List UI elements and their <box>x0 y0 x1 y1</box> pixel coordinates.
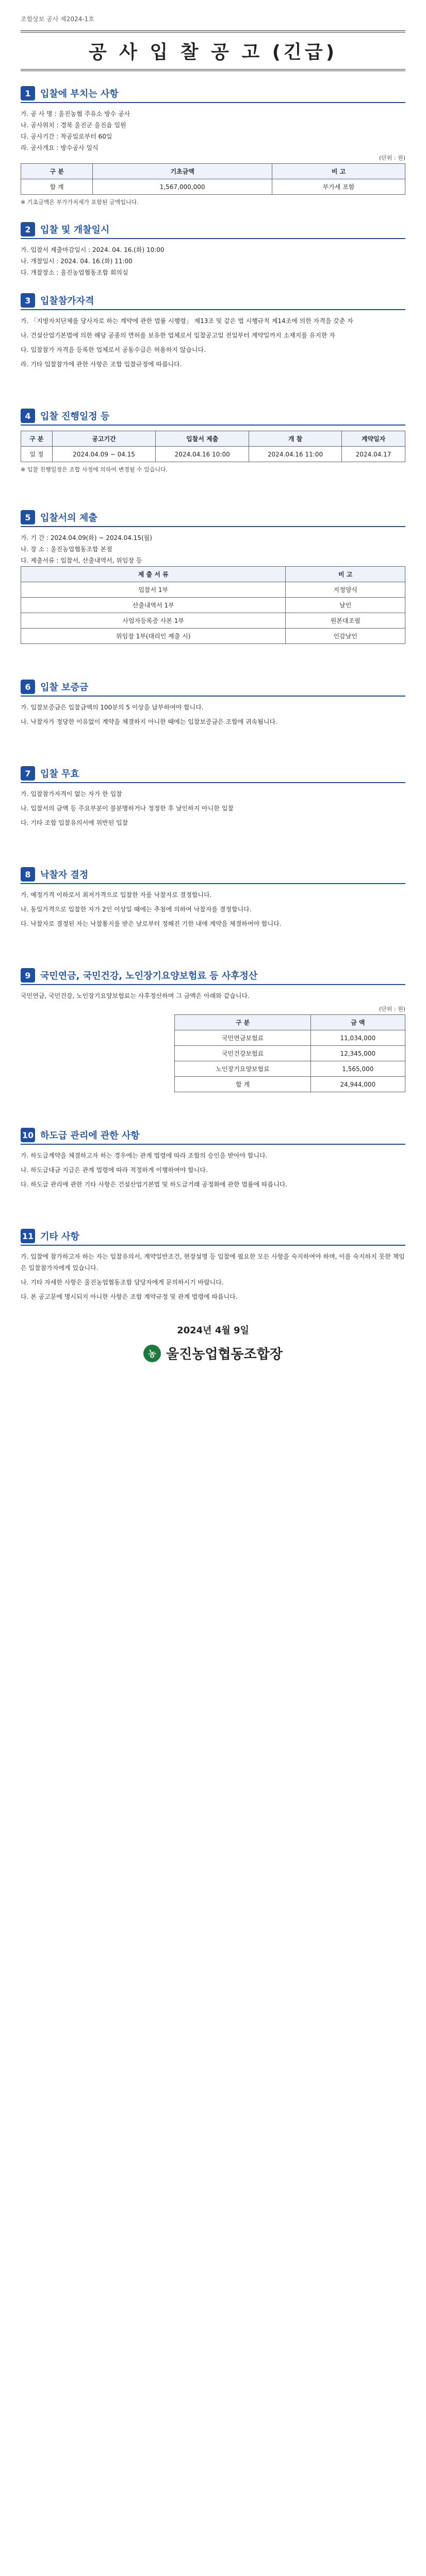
section-title: 입찰 보증금 <box>40 682 89 693</box>
table-row <box>21 179 405 195</box>
table-row <box>21 582 405 598</box>
table-cell: 사업자등록증 사본 1부 <box>21 613 286 629</box>
budget-table <box>21 163 405 195</box>
table-cell: 원본대조필 <box>286 613 405 629</box>
section-4 <box>21 407 405 495</box>
table-header: 구 분 <box>21 431 53 447</box>
paragraph: 다. 기타 조합 입찰유의서에 위반된 입찰 <box>21 819 128 826</box>
table-unit: (단위 : 원) <box>379 1006 405 1012</box>
paragraph: 가. 예정가격 이하로서 최저가격으로 입찰한 자를 낙찰자로 결정합니다. <box>21 891 212 899</box>
table-header: 구 분 <box>21 164 93 179</box>
schedule-table <box>21 431 405 462</box>
paragraph: 다. 하도급 관리에 관한 기타 사항은 건설산업기본법 및 하도급거래 공정화에 관한 법률에 따릅니다. <box>21 1181 288 1188</box>
section-10 <box>21 1126 405 1214</box>
section-5 <box>21 509 405 665</box>
section-header <box>21 1126 405 1145</box>
section-8 <box>21 866 405 953</box>
insurance-table <box>174 1014 405 1092</box>
table-cell: 1,567,000,000 <box>93 179 272 195</box>
table-header: 제 출 서 류 <box>21 567 286 582</box>
section-header <box>21 967 405 985</box>
table-row <box>21 629 405 644</box>
section-title: 기타 사항 <box>40 1231 79 1242</box>
section-number: 11 <box>21 1229 35 1243</box>
section-title: 입찰서의 제출 <box>40 513 97 523</box>
table-cell: 지정양식 <box>286 582 405 598</box>
section-2 <box>21 221 405 278</box>
section-header <box>21 866 405 884</box>
paragraph: 나. 동일가격으로 입찰한 자가 2인 이상일 때에는 추첨에 의하여 낙찰자를 결정합니다. <box>21 906 252 913</box>
table-cell: 입찰서 1부 <box>21 582 286 598</box>
section-title: 입찰 및 개찰일시 <box>40 225 110 235</box>
section-title: 입찰 무효 <box>40 769 79 779</box>
table-cell: 국민건강보험료 <box>175 1046 310 1061</box>
table-cell: 2024.04.16 11:00 <box>249 447 341 462</box>
section-header <box>21 1227 405 1246</box>
info-line: 가. 공 사 명 : 울진농협 주유소 방수 공사 <box>21 110 130 117</box>
paragraph: 라. 기타 입찰참가에 관한 사항은 조합 입찰규정에 따릅니다. <box>21 361 182 368</box>
section-number: 3 <box>21 293 35 308</box>
section-header <box>21 292 405 310</box>
info-line: 나. 공사위치 : 경북 울진군 울진읍 일원 <box>21 122 126 129</box>
section-header <box>21 84 405 103</box>
section-11 <box>21 1227 405 1302</box>
section-number: 9 <box>21 968 35 982</box>
table-header: 비 고 <box>272 164 405 179</box>
paragraph: 가. 입찰참가자격이 없는 자가 한 입찰 <box>21 790 122 798</box>
table-cell: 2024.04.17 <box>342 447 405 462</box>
section-header <box>21 407 405 426</box>
table-cell: 노인장기요양보험료 <box>175 1061 310 1077</box>
info-line: 가. 입찰서 제출마감일시 : 2024. 04. 16.(화) 10:00 <box>21 246 165 253</box>
section-number: 8 <box>21 867 35 882</box>
paragraph: 나. 입찰서의 금액 등 주요부분이 불분명하거나 정정한 후 날인하지 아니한 입찰 <box>21 805 234 812</box>
table-header: 계약일자 <box>342 431 405 447</box>
table-row <box>175 1046 405 1061</box>
table-cell: 부가세 포함 <box>272 179 405 195</box>
table-header: 비 고 <box>286 567 405 582</box>
top-note: 조합상보 공사 제2024-1호 <box>21 15 94 23</box>
documents-table <box>21 566 405 644</box>
paragraph: 나. 기타 자세한 사항은 울진농업협동조합 담당자에게 문의하시기 바랍니다. <box>21 1279 224 1286</box>
info-line: 나. 개찰일시 : 2024. 04. 16.(화) 11:00 <box>21 258 133 265</box>
info-line: 나. 장 소 : 울진농업협동조합 본점 <box>21 546 112 553</box>
section-note: ※ 입찰 진행일정은 조합 사정에 의하여 변경될 수 있습니다. <box>21 466 168 473</box>
section-title: 입찰 진행일정 등 <box>40 411 110 422</box>
section-1 <box>21 84 405 207</box>
table-row <box>21 613 405 629</box>
table-cell: 산출내역서 1부 <box>21 598 286 613</box>
issuer <box>21 1344 405 1363</box>
paragraph: 다. 낙찰자로 결정된 자는 낙찰통지를 받은 날로부터 정해진 기한 내에 계약을 체결하여야 합니다. <box>21 920 282 927</box>
paragraph: 다. 본 공고문에 명시되지 아니한 사항은 조합 계약규정 및 관계 법령에 따릅니다. <box>21 1293 238 1300</box>
table-header: 금 액 <box>310 1015 405 1030</box>
section-9 <box>21 967 405 1113</box>
section-number: 10 <box>21 1128 35 1142</box>
table-cell: 날인 <box>286 598 405 613</box>
issuer-name: 울진농업협동조합장 <box>166 1347 283 1362</box>
table-row <box>21 447 405 462</box>
page-title: 공 사 입 찰 공 고 (긴급) <box>21 30 405 71</box>
section-number: 1 <box>21 86 35 100</box>
section-header <box>21 765 405 783</box>
section-title: 입찰에 부치는 사항 <box>40 89 119 99</box>
table-cell: 국민연금보험료 <box>175 1030 310 1046</box>
table-header: 입찰서 제출 <box>156 431 249 447</box>
info-line: 다. 공사기간 : 착공일로부터 60일 <box>21 133 112 140</box>
section-title: 낙찰자 결정 <box>40 870 89 880</box>
table-row <box>175 1061 405 1077</box>
section-header <box>21 509 405 527</box>
section-title: 국민연금, 국민건강, 노인장기요양보험료 등 사후정산 <box>40 971 258 981</box>
paragraph: 가. 하도급계약을 체결하고자 하는 경우에는 관계 법령에 따라 조합의 승인을 받아야 합니다. <box>21 1152 268 1159</box>
table-cell: 2024.04.16 10:00 <box>156 447 249 462</box>
table-row <box>175 1077 405 1092</box>
paragraph: 국민연금, 국민건강, 노인장기요양보험료는 사후정산하며 그 금액은 아래와 같습니다. <box>21 992 250 999</box>
table-header: 개 찰 <box>249 431 341 447</box>
info-line: 가. 기 간 : 2024.04.09(화) ~ 2024.04.15(월) <box>21 534 152 541</box>
table-row <box>175 1030 405 1046</box>
table-header: 구 분 <box>175 1015 310 1030</box>
paragraph: 나. 하도급대금 지급은 관계 법령에 따라 적정하게 이행하여야 합니다. <box>21 1166 208 1174</box>
paragraph: 가. 「지방자치단체를 당사자로 하는 계약에 관한 법률 시행령」 제13조 및 같은 법 시행규칙 제14조에 의한 자격을 갖춘 자 <box>21 317 353 325</box>
table-header: 공고기간 <box>52 431 156 447</box>
section-header <box>21 221 405 239</box>
table-header: 기초금액 <box>93 164 272 179</box>
section-7 <box>21 765 405 852</box>
paragraph: 가. 입찰보증금은 입찰금액의 100분의 5 이상을 납부하여야 합니다. <box>21 704 204 711</box>
section-number: 6 <box>21 680 35 694</box>
section-title: 입찰참가자격 <box>40 296 94 307</box>
info-line: 다. 개찰장소 : 울진농업협동조합 회의실 <box>21 269 128 276</box>
section-header <box>21 678 405 697</box>
info-line: 다. 제출서류 : 입찰서, 산출내역서, 위임장 등 <box>21 557 142 564</box>
info-line: 라. 공사개요 : 방수공사 일식 <box>21 144 99 151</box>
paragraph: 가. 입찰에 참가하고자 하는 자는 입찰유의서, 계약일반조건, 현장설명 등 입찰에 필요한 모든 사항을 숙지하여야 하며, 이를 숙지하지 못한 책임은 입찰참가자에게 있습니다. <box>21 1253 405 1272</box>
section-number: 7 <box>21 766 35 781</box>
nonghyup-logo-icon: 농 <box>143 1345 161 1362</box>
section-number: 4 <box>21 409 35 423</box>
section-note: ※ 기초금액은 부가가치세가 포함된 금액입니다. <box>21 199 139 206</box>
table-cell: 11,034,000 <box>310 1030 405 1046</box>
section-number: 2 <box>21 222 35 236</box>
table-cell: 인감날인 <box>286 629 405 644</box>
table-cell: 12,345,000 <box>310 1046 405 1061</box>
table-cell: 2024.04.09 ~ 04.15 <box>52 447 156 462</box>
announcement-date: 2024년 4월 9일 <box>177 1325 249 1336</box>
table-cell: 위임장 1부(대리인 제출 시) <box>21 629 286 644</box>
table-cell: 합 계 <box>21 179 93 195</box>
table-row <box>21 598 405 613</box>
table-cell: 일 정 <box>21 447 53 462</box>
paragraph: 나. 건설산업기본법에 의한 해당 공종의 면허를 보유한 업체로서 입찰공고일 전일부터 계약일까지 소재지를 유지한 자 <box>21 332 335 339</box>
section-title: 하도급 관리에 관한 사항 <box>40 1130 140 1141</box>
section-6 <box>21 678 405 751</box>
table-cell: 합 계 <box>175 1077 310 1092</box>
table-cell: 24,944,000 <box>310 1077 405 1092</box>
table-unit: (단위 : 원) <box>379 155 405 161</box>
table-cell: 1,565,000 <box>310 1061 405 1077</box>
paragraph: 나. 낙찰자가 정당한 이유없이 계약을 체결하지 아니한 때에는 입찰보증금은 조합에 귀속됩니다. <box>21 718 277 725</box>
section-3 <box>21 292 405 394</box>
paragraph: 다. 입찰참가 자격을 등록한 업체로서 공동수급은 허용하지 않습니다. <box>21 346 206 353</box>
section-number: 5 <box>21 510 35 524</box>
